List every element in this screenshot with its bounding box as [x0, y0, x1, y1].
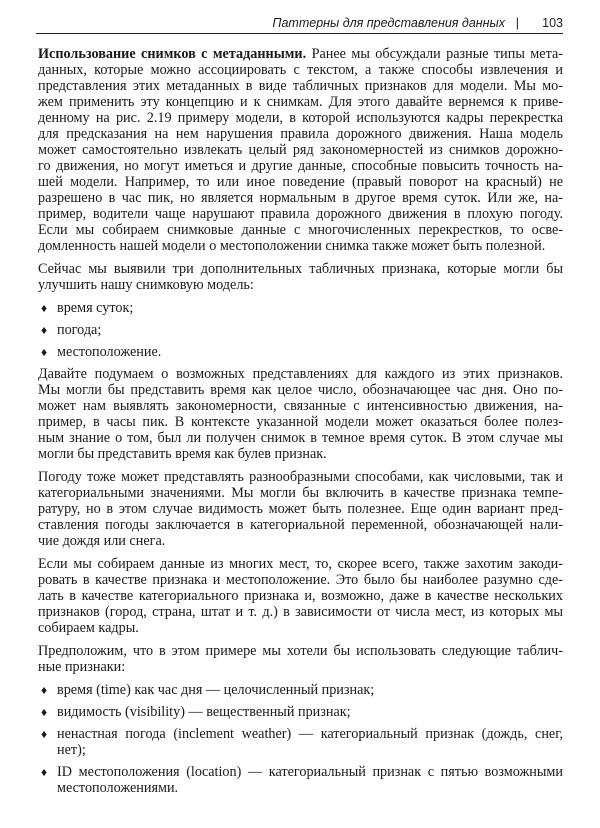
text-line	[38, 277, 563, 293]
line-text: для предсказания на нем нарушения правила дорожного движения. Наша модель	[38, 126, 563, 142]
line-text: лать в качестве категориального признака и, возможно, даже в качестве нескольких	[38, 588, 563, 604]
text-line: ID местоположения (location) — категориальный признак с пятью возможными	[57, 764, 563, 780]
line-text: может самостоятельно извлекать целый ряд закономерностей из снимков дорожно-	[38, 142, 563, 158]
text-line	[38, 572, 563, 588]
line-text: Предположим, что в этом примере мы хотели бы использовать следующие таблич-	[38, 643, 563, 659]
text-line	[38, 604, 563, 620]
paragraph	[38, 261, 563, 293]
text-line	[38, 261, 563, 277]
line-text: пример, водители чаще нарушают правила дорожного движения в плохую погоду.	[38, 206, 563, 222]
text-line	[38, 446, 563, 462]
text-line	[38, 485, 563, 501]
list-item	[38, 300, 563, 316]
text-line: время суток;	[57, 300, 134, 316]
page-body	[38, 46, 563, 802]
line-text: данных, которые можно ассоциировать с текстом, а также способы извлечения и	[38, 62, 563, 78]
line-text: Сейчас мы выявили три дополнительных табличных признака, которые могли бы	[38, 261, 563, 277]
diamond-bullet-icon: ♦	[41, 345, 48, 359]
chapter-title: Паттерны для представления данных	[272, 16, 505, 30]
text-line	[38, 110, 563, 126]
diamond-bullet-icon: ♦	[41, 301, 48, 315]
line-text: ным знание о том, был ли получен снимок в темное время суток. В этом случае мы	[38, 430, 563, 446]
line-text: может нам выявлять закономерности, связанные с интенсивностью движения, на-	[38, 398, 563, 414]
text-line	[38, 46, 563, 62]
line-text: ставления погоды заключается в категориальной переменной, обозначающей нали-	[38, 517, 563, 533]
line-text: Если мы собираем данные из многих мест, то, скорее всего, также захотим закоди-	[38, 556, 563, 572]
line-text: могли бы представить время как булев признак.	[38, 446, 327, 462]
line-text: Ранее мы обсуждали разные типы мета-	[306, 46, 563, 62]
text-line	[38, 469, 563, 485]
line-text: ные признаки:	[38, 659, 126, 675]
text-line	[38, 238, 563, 254]
line-text: собираем кадры.	[38, 620, 139, 636]
text-line	[38, 414, 563, 430]
diamond-bullet-icon: ♦	[41, 765, 48, 779]
line-text: категориальными значениями. Мы могли бы включить в качестве признака темпе-	[38, 485, 563, 501]
line-text: чие дождя или снега.	[38, 533, 166, 549]
paragraph	[38, 366, 563, 462]
line-text: го движения, но могут иметься и другие данные, способные повысить точность на-	[38, 158, 563, 174]
line-text: Погоду тоже может представлять разнообразными способами, как числовыми, так и	[38, 469, 563, 485]
header-separator: |	[515, 16, 519, 30]
line-text: признаков (город, страна, штат и т. д.) в зависимости от числа мест, из которых мы	[38, 604, 563, 620]
list-item	[38, 682, 563, 698]
text-line: местоположениями.	[57, 780, 179, 796]
text-line	[38, 190, 563, 206]
paragraph	[38, 556, 563, 636]
text-line	[38, 222, 563, 238]
diamond-bullet-icon: ♦	[41, 323, 48, 337]
text-line: погода;	[57, 322, 102, 338]
list-item	[38, 726, 563, 758]
line-text: жем применить эту концепцию и к снимкам. Для этого давайте вернемся к приве-	[38, 94, 563, 110]
text-line: видимость (visibility) — вещественный признак;	[57, 704, 351, 720]
text-line	[38, 643, 563, 659]
text-line	[38, 94, 563, 110]
line-text: пример, в часы пик. В контексте указанной модели может оказаться более полез-	[38, 414, 563, 430]
line-text: ровать в качестве признака и местоположение. Это было бы наиболее разумно сде-	[38, 572, 563, 588]
running-header	[36, 14, 563, 34]
text-line	[38, 501, 563, 517]
text-line	[38, 62, 563, 78]
text-line: время (time) как час дня — целочисленный признак;	[57, 682, 375, 698]
list-item	[38, 322, 563, 338]
paragraph	[38, 46, 563, 254]
page-number: 103	[542, 16, 563, 30]
paragraph	[38, 643, 563, 675]
line-text: Если мы собираем снимковые данные с многочисленных перекрестков, то осве-	[38, 222, 563, 238]
list-item	[38, 764, 563, 796]
text-line	[38, 588, 563, 604]
line-text: Мы могли бы представить время как целое число, обозначающее час дня. Оно по-	[38, 382, 563, 398]
diamond-bullet-icon: ♦	[41, 705, 48, 719]
line-text: домленность нашей модели о местоположении снимка также может быть полезной.	[38, 238, 546, 254]
list-item	[38, 344, 563, 360]
text-line	[38, 206, 563, 222]
text-line: нет);	[57, 742, 86, 758]
text-line	[38, 142, 563, 158]
bullet-list	[38, 682, 563, 796]
line-text: денному на рис. 2.19 примеру модели, в которой используются кадры перекрестка	[38, 110, 563, 126]
text-line	[38, 158, 563, 174]
text-line	[38, 556, 563, 572]
line-text: улучшить нашу снимковую модель:	[38, 277, 254, 293]
line-text: Давайте подумаем о возможных представлениях для каждого из этих признаков.	[38, 366, 563, 382]
line-text: представления этих метаданных в виде табличных признаков для модели. Мы мо-	[38, 78, 563, 94]
line-text: разрешено в час пик, но является нормальным в другое время суток. Или же, на-	[38, 190, 563, 206]
diamond-bullet-icon: ♦	[41, 683, 48, 697]
text-line	[38, 659, 563, 675]
list-item	[38, 704, 563, 720]
text-line	[38, 398, 563, 414]
text-line	[38, 174, 563, 190]
line-text: шей модели. Например, то или иное поведение (правый поворот на красный) не	[38, 174, 563, 190]
line-text: ратуру, но в этом случае видимость может быть полезнее. Еще один вариант пред-	[38, 501, 563, 517]
diamond-bullet-icon: ♦	[41, 727, 48, 741]
text-line	[38, 533, 563, 549]
run-in-heading: Использование снимков с метаданными.	[38, 46, 307, 62]
text-line: местоположение.	[57, 344, 162, 360]
paragraph	[38, 469, 563, 549]
text-line	[38, 620, 563, 636]
text-line	[38, 366, 563, 382]
text-line	[38, 126, 563, 142]
text-line	[38, 78, 563, 94]
text-line	[38, 382, 563, 398]
text-line	[38, 517, 563, 533]
bullet-list	[38, 300, 563, 360]
text-line: ненастная погода (inclement weather) — категориальный признак (дождь, снег,	[57, 726, 563, 742]
text-line	[38, 430, 563, 446]
